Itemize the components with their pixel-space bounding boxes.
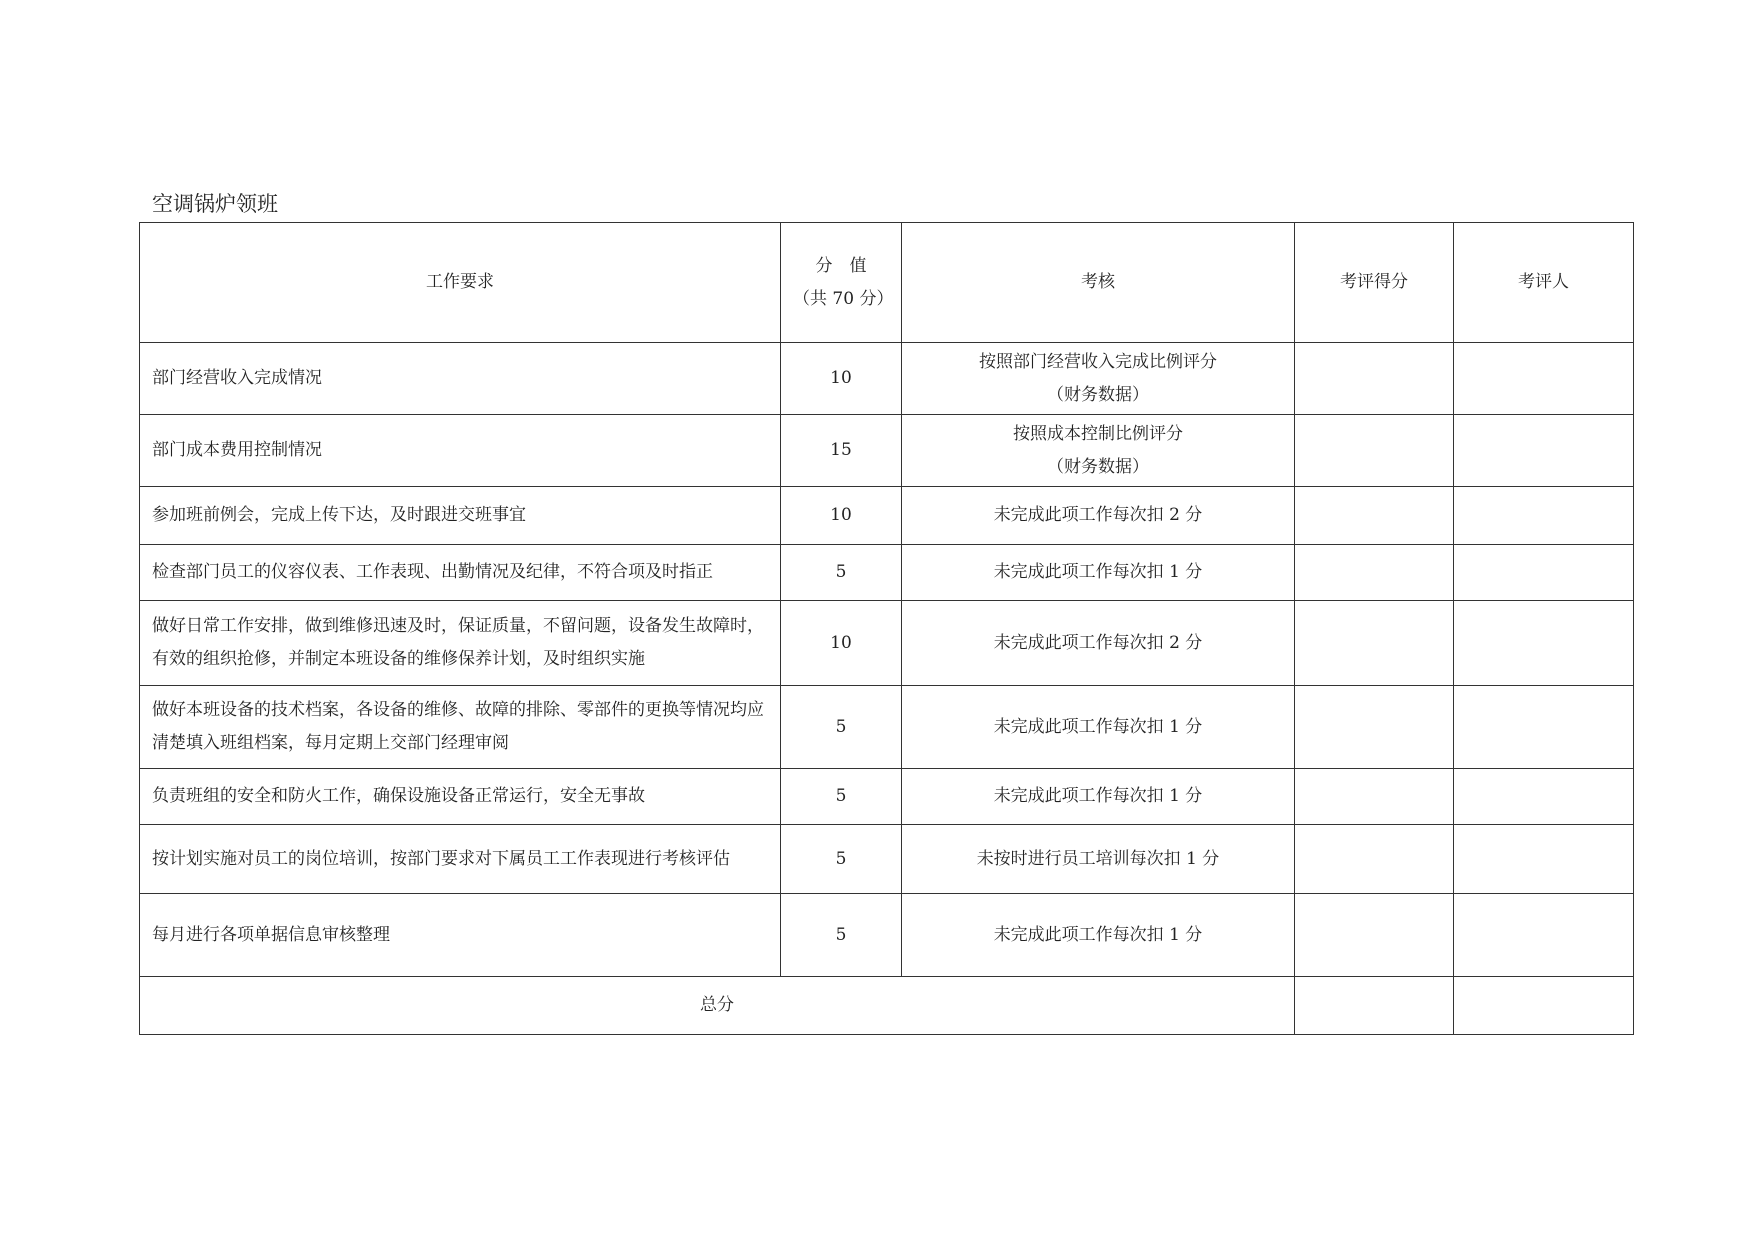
assessment-cell: 未完成此项工作每次扣 2 分 (902, 487, 1295, 545)
assessment-cell: 未完成此项工作每次扣 1 分 (902, 545, 1295, 601)
table-row (140, 601, 1634, 686)
eval-score-cell[interactable] (1295, 601, 1454, 686)
header-score (781, 223, 902, 343)
score-cell: 5 (781, 825, 902, 894)
table-row (140, 769, 1634, 825)
score-cell: 10 (781, 487, 902, 545)
header-requirement: 工作要求 (140, 223, 781, 343)
evaluator-cell[interactable] (1454, 894, 1634, 977)
table-row (140, 343, 1634, 415)
eval-score-cell[interactable] (1295, 686, 1454, 769)
header-assessment: 考核 (902, 223, 1295, 343)
table-row (140, 894, 1634, 977)
score-cell: 5 (781, 545, 902, 601)
requirement-cell: 负责班组的安全和防火工作，确保设施设备正常运行，安全无事故 (140, 769, 781, 825)
assessment-cell (902, 343, 1295, 415)
score-cell: 5 (781, 769, 902, 825)
requirement-cell: 做好本班设备的技术档案，各设备的维修、故障的排除、零部件的更换等情况均应清楚填入班组档案，每月定期上交部门经理审阅 (140, 686, 781, 769)
score-cell: 10 (781, 343, 902, 415)
assessment-cell: 未完成此项工作每次扣 1 分 (902, 769, 1295, 825)
header-eval-score: 考评得分 (1295, 223, 1454, 343)
score-cell: 15 (781, 415, 902, 487)
requirement-cell: 检查部门员工的仪容仪表、工作表现、出勤情况及纪律，不符合项及时指正 (140, 545, 781, 601)
assessment-cell: 未完成此项工作每次扣 2 分 (902, 601, 1295, 686)
evaluator-cell[interactable] (1454, 545, 1634, 601)
header-evaluator: 考评人 (1454, 223, 1634, 343)
assessment-line1: 按照成本控制比例评分 (1013, 423, 1183, 444)
total-label: 总分 (140, 977, 1295, 1035)
eval-score-cell[interactable] (1295, 825, 1454, 894)
eval-score-cell[interactable] (1295, 769, 1454, 825)
eval-score-cell[interactable] (1295, 343, 1454, 415)
assessment-cell: 未按时进行员工培训每次扣 1 分 (902, 825, 1295, 894)
requirement-cell: 部门经营收入完成情况 (140, 343, 781, 415)
assessment-line2: （财务数据） (1047, 456, 1149, 477)
requirement-cell: 部门成本费用控制情况 (140, 415, 781, 487)
table-row (140, 487, 1634, 545)
assessment-cell: 未完成此项工作每次扣 1 分 (902, 686, 1295, 769)
header-row (140, 223, 1634, 343)
score-cell: 5 (781, 686, 902, 769)
eval-score-cell[interactable] (1295, 487, 1454, 545)
evaluator-cell[interactable] (1454, 343, 1634, 415)
score-cell: 10 (781, 601, 902, 686)
evaluator-cell[interactable] (1454, 769, 1634, 825)
total-row (140, 977, 1634, 1035)
evaluation-table (139, 222, 1634, 1035)
assessment-cell: 未完成此项工作每次扣 1 分 (902, 894, 1295, 977)
requirement-cell: 参加班前例会，完成上传下达，及时跟进交班事宜 (140, 487, 781, 545)
table-row (140, 545, 1634, 601)
evaluator-cell[interactable] (1454, 686, 1634, 769)
evaluator-cell[interactable] (1454, 825, 1634, 894)
table-row (140, 415, 1634, 487)
eval-score-cell[interactable] (1295, 894, 1454, 977)
eval-score-cell[interactable] (1295, 415, 1454, 487)
table-row (140, 686, 1634, 769)
evaluator-cell[interactable] (1454, 601, 1634, 686)
evaluator-cell[interactable] (1454, 415, 1634, 487)
evaluator-cell[interactable] (1454, 487, 1634, 545)
total-eval-score-cell[interactable] (1295, 977, 1454, 1035)
requirement-cell: 按计划实施对员工的岗位培训，按部门要求对下属员工工作表现进行考核评估 (140, 825, 781, 894)
header-score-line1: 分 值 (815, 255, 867, 276)
assessment-line1: 按照部门经营收入完成比例评分 (979, 351, 1217, 372)
header-score-line2: （共 70 分） (793, 288, 894, 309)
requirement-cell: 每月进行各项单据信息审核整理 (140, 894, 781, 977)
total-evaluator-cell[interactable] (1454, 977, 1634, 1035)
requirement-cell: 做好日常工作安排，做到维修迅速及时，保证质量，不留问题，设备发生故障时，有效的组织抢修，并制定本班设备的维修保养计划，及时组织实施 (140, 601, 781, 686)
table-row (140, 825, 1634, 894)
eval-score-cell[interactable] (1295, 545, 1454, 601)
assessment-line2: （财务数据） (1047, 384, 1149, 405)
score-cell: 5 (781, 894, 902, 977)
assessment-cell (902, 415, 1295, 487)
document-title: 空调锅炉领班 (152, 192, 278, 216)
